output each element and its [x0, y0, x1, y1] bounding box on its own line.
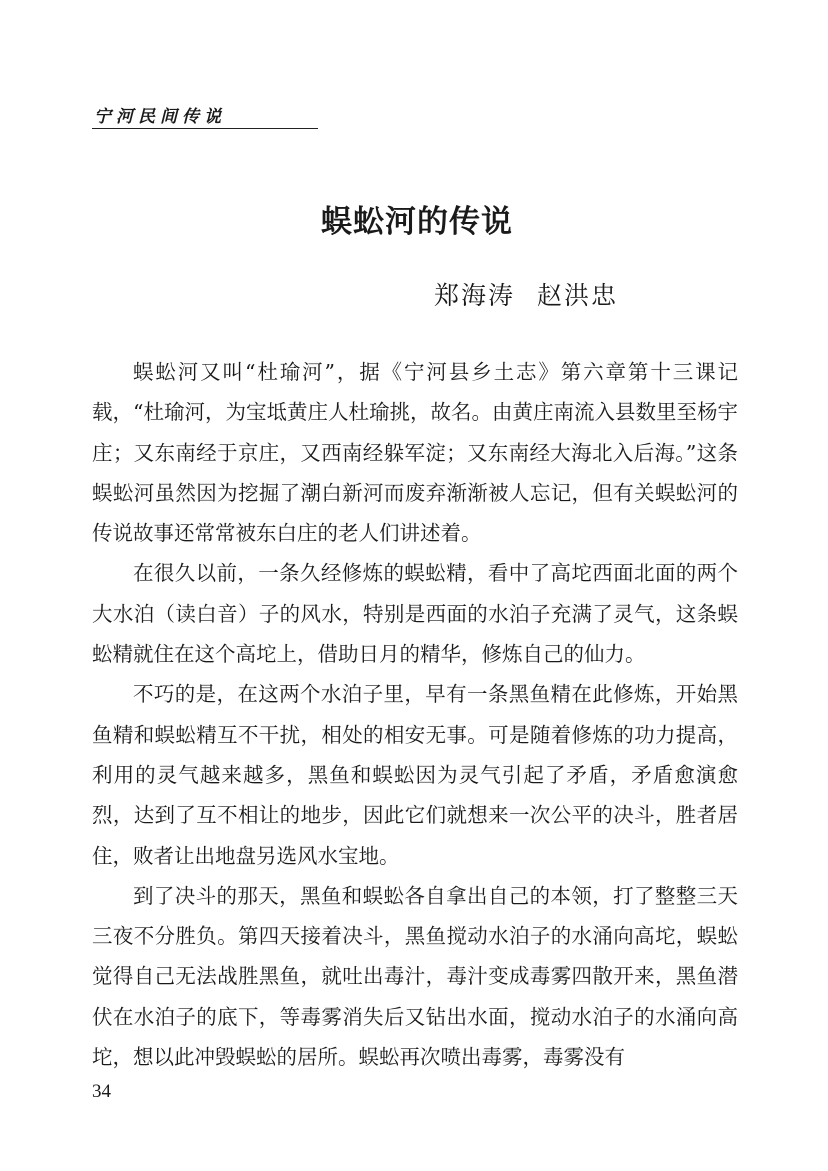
paragraph: 不巧的是，在这两个水泊子里，早有一条黑鱼精在此修炼，开始黑鱼精和蜈蚣精互不干扰，相处的相安无事。可是随着修炼的功力提高，利用的灵气越来越多，黑鱼和蜈蚣因为灵气引起了矛盾，矛盾愈演愈烈，达到了互不相让的地步，因此它们就想来一次公平的决斗，胜者居住，败者让出地盘另选风水宝地。 — [92, 682, 738, 868]
article-body — [92, 352, 738, 1077]
author-name: 赵洪忠 — [537, 281, 619, 310]
paragraph: 到了决斗的那天，黑鱼和蜈蚣各自拿出自己的本领，打了整整三天三夜不分胜负。第四天接着决斗，黑鱼搅动水泊子的水涌向高坨，蜈蚣觉得自己无法战胜黑鱼，就吐出毒汁，毒汁变成毒雾四散开来，黑鱼潜伏在水泊子的底下，等毒雾消失后又钻出水面，搅动水泊子的水涌向高坨，想以此冲毁蜈蚣的居所。蜈蚣再次喷出毒雾，毒雾没有 — [92, 883, 738, 1070]
page-number: 34 — [92, 1081, 111, 1102]
running-header — [92, 100, 318, 129]
article-title: 蜈蚣河的传说 — [321, 204, 513, 240]
paragraph: 蜈蚣河又叫“杜瑜河”，据《宁河县乡土志》第六章第十三课记载，“杜瑜河，为宝坻黄庄人杜瑜挑，故名。由黄庄南流入县数里至杨宇庄；又东南经于京庄，又西南经躲军淀；又东南经大海北入后海。”这条蜈蚣河虽然因为挖掘了潮白新河而废弃渐渐被人忘记，但有关蜈蚣河的传说故事还常常被东白庄的老人们讲述着。 — [92, 360, 738, 546]
article-authors — [434, 276, 618, 312]
author-name: 郑海涛 — [434, 281, 516, 310]
paragraph: 在很久以前，一条久经修炼的蜈蚣精，看中了高坨西面北面的两个大水泊（读白音）子的风水，特别是西面的水泊子充满了灵气，这条蜈蚣精就住在这个高坨上，借助日月的精华，修炼自己的仙力。 — [92, 561, 738, 667]
running-header-text: 宁河民间传说 — [94, 107, 226, 127]
